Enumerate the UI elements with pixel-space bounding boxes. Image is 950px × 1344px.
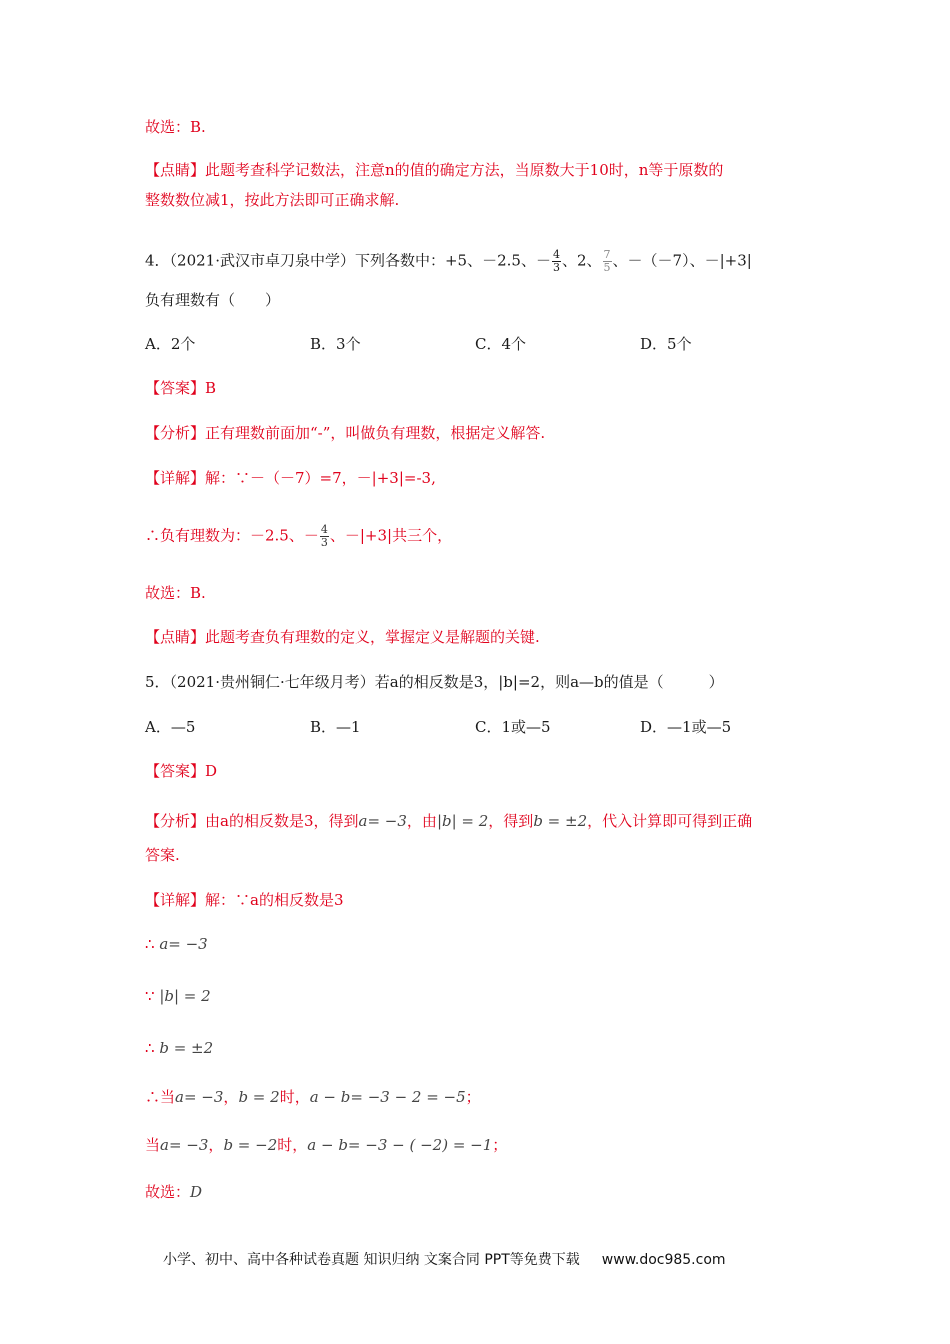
q4-stem-line2: 负有理数有（ ）	[145, 291, 281, 309]
q5-step4	[145, 1087, 481, 1107]
q5-analysis-line1	[145, 811, 752, 831]
q5-analysis-b: ，由	[406, 812, 437, 830]
q5-step5-b: ，	[208, 1136, 224, 1154]
q5-step5-math3: a − b= −3 − ( −2) = −1	[307, 1136, 493, 1154]
q5-stem: 5．（2021·贵州铜仁·七年级月考）若a的相反数是3，|b|=2，则a—b的值是（ ）	[145, 673, 724, 691]
footer-url[interactable]: www.doc985.com	[601, 1252, 726, 1268]
q4-stem-line1	[145, 249, 752, 274]
q4-note	[145, 627, 540, 647]
analysis-tag: 【分析】	[145, 812, 206, 830]
q4-note-text: 此题考查负有理数的定义，掌握定义是解题的关键.	[205, 628, 540, 646]
q5-option-c: C．1或—5	[475, 718, 551, 736]
q4-therefore-post: 、－|+3|共三个，	[329, 526, 453, 545]
q5-step4-b: ，	[223, 1088, 239, 1106]
q5-analysis-c: ，得到	[488, 812, 534, 830]
q4-frac1-den: 3	[552, 261, 560, 274]
q5-option-b: B．—1	[310, 718, 361, 736]
q3-note-line2: 整数数位减1，按此方法即可正确求解.	[145, 191, 400, 209]
q5-step4-a: ∴当	[145, 1088, 176, 1106]
q5-choose	[145, 1182, 202, 1202]
q3-note-line1	[145, 160, 723, 180]
q5-step5-a: 当	[145, 1136, 161, 1154]
q4-sep1: 、2、	[561, 251, 602, 270]
q5-step2	[145, 986, 211, 1006]
q5-step4-math2: b = 2	[238, 1088, 280, 1106]
q5-choose-label: 故选：	[145, 1183, 191, 1201]
q5-step2-math: |b| = 2	[159, 987, 211, 1005]
q5-step4-d: ；	[465, 1088, 481, 1106]
detail-tag: 【详解】	[145, 469, 206, 487]
q3-note-text: 此题考查科学记数法，注意n的值的确定方法，当原数大于10时，n等于原数的	[205, 161, 724, 179]
q5-option-a: A．—5	[145, 718, 196, 736]
q4-stem-post: 、－（－7）、－|+3|	[612, 251, 752, 270]
q5-step1	[145, 934, 208, 954]
footer-text: 小学、初中、高中各种试卷真题 知识归纳 文案合同 PPT等免费下载	[163, 1252, 580, 1268]
q5-detail	[145, 890, 344, 910]
q4-analysis-text: 正有理数前面加“-”，叫做负有理数，根据定义解答.	[205, 424, 546, 442]
analysis-tag: 【分析】	[145, 424, 206, 442]
q5-choose-math: D	[190, 1183, 203, 1201]
q4-frac2-num: 7	[603, 248, 611, 261]
q4-fraction-2	[603, 249, 612, 274]
q5-analysis-math1: a= −3	[358, 812, 407, 830]
page-footer	[163, 1249, 726, 1269]
q5-answer	[145, 761, 217, 781]
q5-step5	[145, 1135, 507, 1155]
q4-therefore-pre: ∴负有理数为：－2.5、	[145, 526, 304, 545]
q5-step5-c: 时，	[277, 1136, 308, 1154]
q4-option-a: A．2个	[145, 335, 196, 353]
answer-tag: 【答案】	[145, 379, 206, 397]
q5-step5-d: ；	[492, 1136, 508, 1154]
q5-detail-text: 解：∵a的相反数是3	[205, 891, 344, 909]
note-tag: 【点睛】	[145, 628, 206, 646]
q5-analysis-a: 由a的相反数是3，得到	[205, 812, 359, 830]
q4-choose: 故选：B.	[145, 584, 206, 602]
note-tag: 【点睛】	[145, 161, 206, 179]
q4-answer	[145, 378, 216, 398]
q4-answer-value: B	[205, 379, 217, 397]
q4-detail-text: 解：∵－（－7）=7，－|+3|=-3,	[205, 469, 436, 487]
q4-frac1-num: 4	[552, 248, 560, 261]
q4-therefore-num: 4	[320, 523, 328, 536]
q4-frac1-sign: －	[535, 251, 551, 270]
q5-step1-math: a= −3	[159, 935, 208, 953]
answer-tag: 【答案】	[145, 762, 206, 780]
because-symbol: ∵	[145, 987, 155, 1005]
detail-tag: 【详解】	[145, 891, 206, 909]
q5-step5-math1: a= −3	[160, 1136, 209, 1154]
q4-option-d: D．5个	[640, 335, 692, 353]
q4-therefore-den: 3	[320, 536, 328, 549]
q5-step3-math: b = ±2	[159, 1039, 214, 1057]
q5-option-d: D．—1或—5	[640, 718, 732, 736]
q4-analysis	[145, 423, 545, 443]
q5-analysis-math3: b = ±2	[533, 812, 588, 830]
q4-option-c: C．4个	[475, 335, 527, 353]
q5-step4-math3: a − b= −3 − 2 = −5	[309, 1088, 466, 1106]
q5-step4-c: 时，	[279, 1088, 310, 1106]
q5-analysis-d: ，代入计算即可得到正确	[587, 812, 753, 830]
q4-therefore-sign: －	[303, 526, 319, 545]
q4-option-b: B．3个	[310, 335, 361, 353]
q3-choose: 故选：B.	[145, 118, 206, 136]
q5-analysis-line2: 答案.	[145, 846, 180, 864]
q5-step3	[145, 1038, 213, 1058]
q4-therefore	[145, 524, 452, 549]
therefore-symbol: ∴	[145, 1039, 155, 1057]
q4-stem-pre: 4．（2021·武汉市卓刀泉中学）下列各数中：+5、－2.5、	[145, 251, 536, 270]
q5-step4-math1: a= −3	[175, 1088, 224, 1106]
q4-detail	[145, 468, 436, 488]
q5-analysis-math2: |b| = 2	[436, 812, 489, 830]
q4-frac2-den: 5	[603, 261, 611, 274]
q4-fraction-1	[552, 249, 561, 274]
q4-therefore-fraction	[320, 524, 329, 549]
q5-answer-value: D	[205, 762, 218, 780]
therefore-symbol: ∴	[145, 935, 155, 953]
q5-step5-math2: b = −2	[223, 1136, 278, 1154]
